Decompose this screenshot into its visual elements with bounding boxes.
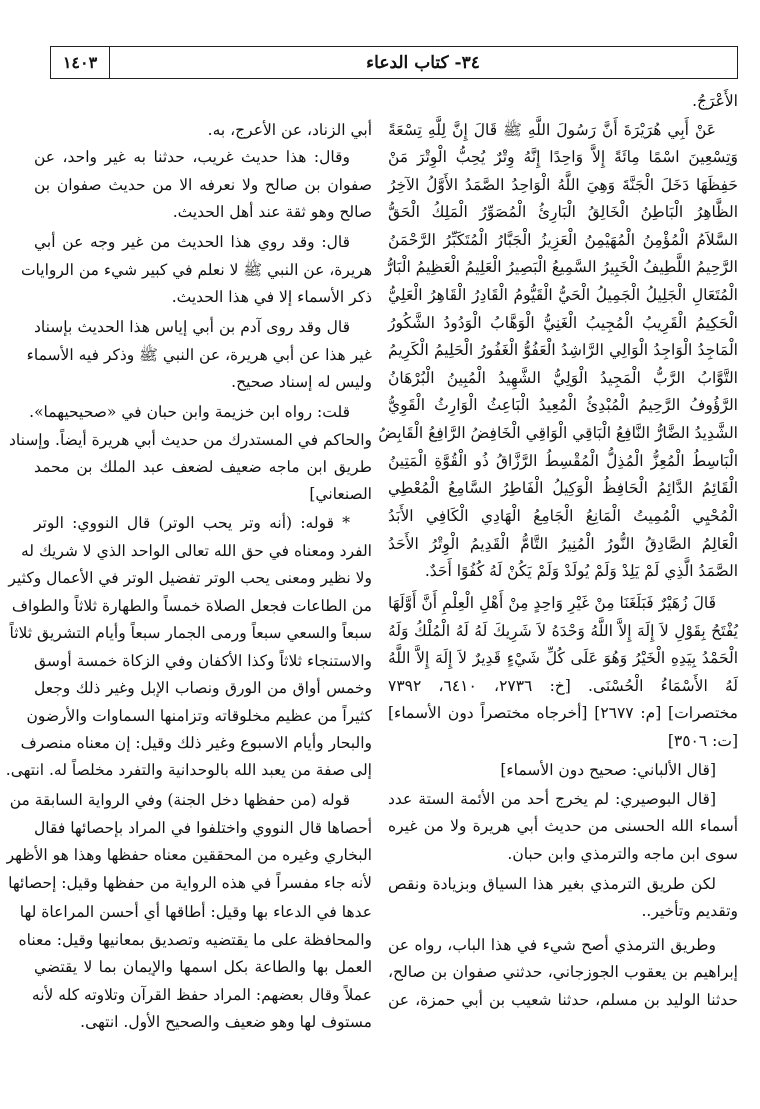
text-line: عملاً وقال بعضهم: المراد حفظ القرآن وتلاوته كله لأنه <box>31 986 372 1004</box>
text-line: الظَّاهِرُ الْبَاطِنُ الْخَالِقُ الْبَارِئُ الْمُصَوِّرُ الْمَلِكُ الْحَقُّ <box>388 203 738 221</box>
text-line: قال: وقد روي هذا الحديث من غير وجه عن أبي <box>34 233 350 251</box>
text-line: سوى ابن ماجه والترمذي وابن حبان. <box>507 845 738 863</box>
text-line: والبحار وأيام الاسبوع وغير ذلك وقيل: إن معناه منصرف <box>20 734 372 752</box>
text-line: الْحَكِيمُ الْقَرِيبُ الْمُجِيبُ الْغَنِيُّ الْوَهَّابُ الْوَدُودُ الشَّكُورُ <box>388 314 738 332</box>
text-line: قال وقد روى آدم بن أبي إياس هذا الحديث بإسناد <box>34 318 350 336</box>
text-line: وخمس أواق من الورق ونصاب الإبل وغير ذلك وجعل <box>34 679 372 697</box>
text-line: ذكر الأسماء إلا في هذا الحديث. <box>171 288 372 306</box>
text-line: من الطاعات فجعل الصلاة خمساً والطهارة ثلاثاً والطواف <box>11 597 372 615</box>
text-line: هريرة، عن النبي ﷺ لا نعلم في كبير شيء من الروايات <box>20 261 372 279</box>
text-line: طريق ابن ماجه ضعيف لضعف عبد الملك بن محمد <box>34 458 372 476</box>
text-line: كثيراً من عظيم مخلوقاته وتزامنها السماوات والأرضون <box>26 707 372 725</box>
page-number: ١٤٠٣ <box>51 47 110 78</box>
text-line: إبراهيم بن يعقوب الجوزجاني، حدثني صفوان بن صالح، <box>388 963 738 981</box>
text-line: قوله (من حفظها دخل الجنة) وفي الرواية السابقة من <box>9 791 350 809</box>
text-line: * قوله: (أنه وتر يحب الوتر) قال النووي: الوتر <box>34 514 350 532</box>
text-line: أبي الزناد، عن الأعرج، به. <box>207 121 372 139</box>
text-line: أحصاها قال النووي واختلفوا في المراد بإحصائها فقال <box>34 819 372 837</box>
text-line: الأَعْرَجُ. <box>692 92 738 110</box>
text-line: حدثنا الوليد بن مسلم، حدثنا شعيب بن أبي حمزة، عن <box>388 991 738 1009</box>
text-line: التَّوَّابُ الرَّبُّ الْمَجِيدُ الْوَلِيُّ الشَّهِيدُ الْمُبِينُ الْبُرْهَانُ <box>388 369 738 387</box>
text-line: لكن طريق الترمذي بغير هذا السياق وبزيادة ونقص <box>388 875 716 893</box>
text-line: الْبَاسِطُ الْمُعِزُّ الْمُذِلُّ الْمُقْسِطُ الرَّزَّاقُ ذُو الْقُوَّةِ الْمَتِينُ <box>388 452 738 470</box>
text-line: وَتِسْعِينَ اسْمًا مِائَةً إِلاَّ وَاحِدًا إِنَّهُ وِتْرٌ يُحِبُّ الْوِتْرَ مَنْ <box>388 148 738 166</box>
text-line: الْقَائِمُ الدَّائِمُ الْحَافِظُ الْوَكِيلُ الْفَاطِرُ السَّامِعُ الْمُعْطِي <box>388 479 738 497</box>
text-line: والحاكم في المستدرك من حديث أبي هريرة أيضاً. وإسناد <box>9 431 372 449</box>
text-line: والمحافظة على ما يقتضيه وتصديق بمعانيها وقيل: معناه <box>18 931 372 949</box>
text-line: السَّلاَمُ الْمُؤْمِنُ الْمُهَيْمِنُ الْعَزِيزُ الْجَبَّارُ الْمُتَكَبِّرُ الرَّحْمَنُ <box>388 231 738 249</box>
text-line: لَهُ الأَسْمَاءُ الْحُسْنَى. [خ: ٢٧٣٦، ٦٤١٠، ٧٣٩٢ <box>388 677 738 695</box>
text-line: الرَّحِيمُ اللَّطِيفُ الْخَبِيرُ السَّمِيعُ الْبَصِيرُ الْعَلِيمُ الْعَظِيمُ الْبَارُّ <box>384 258 738 276</box>
text-line: قَالَ زُهَيْرٌ فَبَلَغَنَا مِنْ غَيْرِ وَاحِدٍ مِنْ أَهْلِ الْعِلْمِ أَنَّ أَوَّلَهَا <box>388 594 716 612</box>
text-line: صالح وهو ثقة عند أهل الحديث. <box>172 203 372 221</box>
text-line: ولا نظير ومعنى يحب الوتر تفضيل الوتر في الأعمال وكثير <box>8 569 372 587</box>
text-line: عَنْ أَبِي هُرَيْرَةَ أَنَّ رَسُولَ اللَّهِ ﷺ قَالَ إِنَّ لِلَّهِ تِسْعَةً <box>388 121 716 139</box>
text-line: [قال الألباني: صحيح دون الأسماء] <box>500 761 716 779</box>
text-line: والاستنجاء ثلاثاً وكذا الأكفان وفي الزكاة خمسة أوسق <box>34 652 372 670</box>
text-line: أسماء الله الحسنى من حديث أبي هريرة ولا من غيره <box>388 817 738 835</box>
text-line: غير هذا عن أبي هريرة، عن النبي ﷺ وذكر فيه الأسماء <box>26 346 372 364</box>
text-line: مستوف لها وهو ضعيف والصحيح الأول. انتهى. <box>80 1013 372 1031</box>
text-line: الصنعاني] <box>309 485 372 503</box>
text-line: عدها في الدعاء بها وقيل: أطاقها أي أحسن المراعاة لها <box>19 903 372 921</box>
text-line: لأنه جاء مفسراً في هذه الرواية من حفظها وقيل: إحصائها <box>8 874 372 892</box>
text-line: وليس له إسناد صحيح. <box>231 373 372 391</box>
text-line: [قال البوصيري: لم يخرج أحد من الأئمة الستة عدد <box>388 790 716 808</box>
text-line: قلت: رواه ابن خزيمة وابن حبان في «صحيحيهما». <box>29 403 350 421</box>
chapter-title: ٣٤- كتاب الدعاء <box>366 52 480 73</box>
text-line: مختصرات] [م: ٢٦٧٧] [أخرجاه مختصراً دون الأسماء] <box>388 704 738 722</box>
text-line: وتقديم وتأخير.. <box>641 902 738 920</box>
text-line: العمل بها والطاعة بكل اسمها والإيمان بما لا يقتضي <box>34 958 372 976</box>
text-line: [ت: ٣٥٠٦] <box>667 732 738 750</box>
text-line: الفرد ومعناه في حق الله تعالى الواحد الذي لا شريك له <box>21 542 372 560</box>
text-line: الْمَاجِدُ الْوَاجِدُ الْوَالِي الرَّاشِدُ الْعَفُوُّ الْغَفُورُ الْحَلِيمُ الْكَرِيمُ <box>388 341 738 359</box>
text-line: الْعَالِمُ الصَّادِقُ النُّورُ الْمُنِيرُ التَّامُّ الْقَدِيمُ الْوِتْرُ الأَحَدُ <box>388 535 738 553</box>
text-line: الشَّدِيدُ الضَّارُّ النَّافِعُ الْبَاقِي الْوَاقِي الْخَافِضُ الرَّافِعُ الْقَابِضُ <box>378 424 738 442</box>
text-line: يُفْتَحُ بِقَوْلِ لاَ إِلَهَ إِلاَّ اللَّهُ وَحْدَهُ لاَ شَرِيكَ لَهُ لَهُ الْمُلْكُ وَلَهُ <box>388 622 738 640</box>
text-line: إلى صفة من يعبد الله بالوحدانية والتفرد مخلصاً له. انتهى. <box>5 761 372 779</box>
text-line: البخاري وغيره من المحققين معناه حفظها وهذا هو الأظهر <box>6 846 372 864</box>
text-line: سبعاً والسعي سبعاً ورمى الجمار سبعاً وأيام التشريق ثلاثاً <box>9 624 372 642</box>
text-line: الْمُتَعَالِ الْجَلِيلُ الْجَمِيلُ الْحَيُّ الْقَيُّومُ الْقَادِرُ الْقَاهِرُ الْعَلِيُّ <box>388 286 738 304</box>
text-line: وقال: هذا حديث غريب، حدثنا به غير واحد، عن <box>34 148 350 166</box>
text-line: حَفِظَهَا دَخَلَ الْجَنَّةَ وَهِيَ اللَّهُ الْوَاحِدُ الصَّمَدُ الأَوَّلُ الآخِرُ <box>388 176 738 194</box>
text-line: الْحَمْدُ بِيَدِهِ الْخَيْرُ وَهُوَ عَلَى كُلِّ شَيْءٍ قَدِيرٌ لاَ إِلَهَ إِلاَّ اللَّهُ <box>388 649 738 667</box>
text-line: وطريق الترمذي أصح شيء في هذا الباب، رواه عن <box>388 936 716 954</box>
text-line: الصَّمَدُ الَّذِي لَمْ يَلِدْ وَلَمْ يُولَدْ وَلَمْ يَكُنْ لَهُ كُفُوًا أَحَدٌ. <box>424 562 738 580</box>
text-line: الرَّؤُوفُ الرَّحِيمُ الْمُبْدِئُ الْمُعِيدُ الْبَاعِثُ الْوَارِثُ الْقَوِيُّ <box>388 396 738 414</box>
text-line: الْمُحْيِي الْمُمِيتُ الْمَانِعُ الْجَامِعُ الْهَادِي الْكَافِي الأَبَدُ <box>388 507 738 525</box>
text-line: صفوان بن صالح ولا نعرفه الا من حديث صفوان بن <box>34 176 372 194</box>
running-header <box>50 46 738 79</box>
